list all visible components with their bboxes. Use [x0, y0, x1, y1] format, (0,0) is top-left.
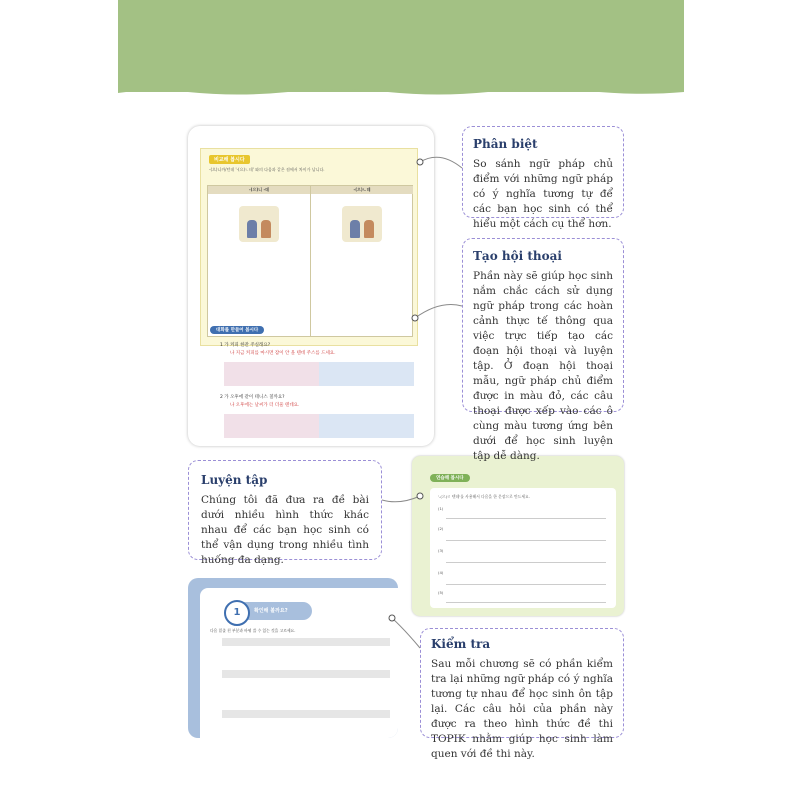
dialog-line: 나 오후에는 날씨가 더 더울 텐데요.	[230, 403, 300, 408]
practice-instruction: '-(으)ㄹ 텐데'를 사용해서 다음을 한 문장으로 만드세요.	[438, 494, 530, 499]
comparison-tag: 비교해 봅시다	[209, 155, 250, 164]
check-instruction: 다음 밑줄 친 부분과 바꿔 쓸 수 있는 것을 고르세요.	[210, 628, 296, 633]
check-title: 확인해 볼까요?	[254, 608, 288, 614]
connector-dot	[417, 493, 423, 499]
connector-dot	[417, 159, 423, 165]
practice-item: (5)	[438, 590, 444, 595]
connector-kiem-tra	[392, 618, 420, 648]
practice-tag: 연습해 봅시다	[430, 474, 470, 482]
col-right-head: -(으)ㄴ데	[311, 186, 413, 194]
callout-title: Luyện tập	[201, 473, 268, 487]
col-left-head: -(으)니 -데	[208, 186, 310, 194]
callout-title: Phân biệt	[473, 137, 538, 151]
practice-item: (2)	[438, 526, 444, 531]
callout-body: So sánh ngữ pháp chủ điểm với những ngữ pháp có ý nghĩa tương tự để các bạn học sinh có thể hiểu một cách cụ thể hơn.	[473, 158, 613, 230]
practice-item: (3)	[438, 548, 444, 553]
practice-item: (4)	[438, 570, 444, 575]
connector-luyen-tap	[382, 496, 420, 502]
practice-item: (1)	[438, 506, 444, 511]
callout-title: Kiểm tra	[431, 637, 491, 651]
connector-dot	[389, 615, 395, 621]
connector-phan-biet	[420, 157, 462, 168]
connector-tao-hoi-thoai	[415, 305, 462, 319]
chapter-number: 1	[224, 600, 250, 626]
dialog-tag: 대화를 만들어 봅시다	[210, 326, 264, 334]
comparison-intro: -(으)니까/던데 '-(으)ㄴ데' 와의 다음과 같은 점에서 차이가 납니다.	[209, 167, 325, 172]
dialog-line: 1 가 커피 한잔 주실래요?	[220, 343, 271, 348]
callout-body: Sau mỗi chương sẽ có phần kiểm tra lại những ngữ pháp có ý nghĩa tương tự nhau để học sinh ôn tập lại. Các câu hỏi của phần này được ra theo hình thức đề thi TOPIK nhằm giúp học sinh làm quen với đề thi này.	[431, 658, 613, 760]
dialog-line: 나 지금 커피를 마시면 잠이 안 올 텐데 주스를 드세요.	[230, 351, 336, 356]
dialog-line: 2 가 오후에 같이 테니스 칠까요?	[220, 395, 285, 400]
callout-body: Phần này sẽ giúp học sinh nắm chắc cách sử dụng ngữ pháp trong các hoàn cảnh thực tế thông qua việc trực tiếp tạo các đoạn hội thoại và luyện tập. Ở đoạn hội thoại mẫu, ngữ pháp chủ điểm được in màu đỏ, các câu thoại được xếp vào các ô cùng màu tương ứng bên dưới để học sinh luyện tập dễ dàng.	[473, 270, 613, 462]
callout-body: Chúng tôi đã đưa ra đề bài dưới nhiều hình thức khác nhau để các bạn học sinh có thể vận dụng trong nhiều tình huống đa dạng.	[201, 494, 369, 566]
connector-dot	[412, 315, 418, 321]
callout-title: Tạo hội thoại	[473, 249, 562, 263]
